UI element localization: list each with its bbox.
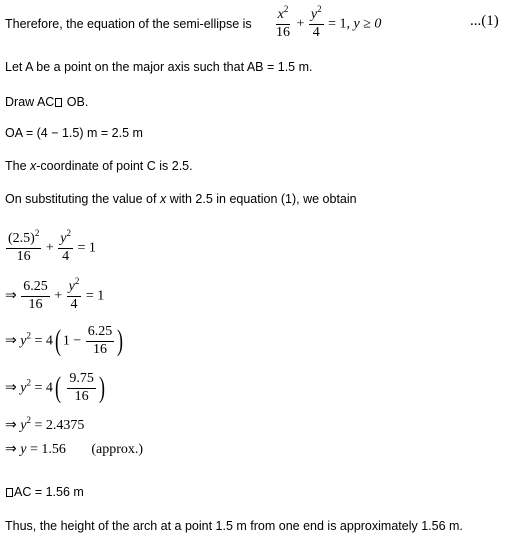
text-line-point-a: Let A be a point on the major axis such that AB = 1.5 m. — [5, 60, 313, 74]
therefore-symbol — [6, 488, 13, 497]
math-step-2: ⇒ $\frac{6.25}{16}$ + $\frac{y^2}{4}$ = 1 — [5, 276, 105, 312]
fraction-x2-16: $\frac{x^2}{16}$ — [276, 4, 290, 40]
text-line-substitution: On substituting the value of x with 2.5 in equation (1), we obtain — [5, 192, 357, 206]
text-line-x-coordinate: The x-coordinate of point C is 2.5. — [5, 159, 193, 173]
text-line-oa: OA = (4 − 1.5) m = 2.5 m — [5, 126, 143, 140]
semi-ellipse-intro — [5, 17, 252, 31]
equation-number: ...(1) — [470, 13, 499, 29]
text-line-draw: Draw AC OB. — [5, 95, 89, 109]
math-step-3: ⇒ $y^2 = 4$( 1 − $\frac{6.25}{16}$ ) — [5, 324, 124, 358]
condition: y ≥ 0 — [353, 16, 382, 32]
fraction-y2-4: $\frac{y^2}{4}$ — [310, 4, 322, 40]
math-step-4: ⇒ $y^2 = 4$( $\frac{9.75}{16}$ ) — [5, 371, 105, 405]
text-line-conclusion: Thus, the height of the arch at a point 1.5 m from one end is approximately 1.56 m. — [5, 519, 463, 533]
text-line-ac-result: AC = 1.56 m — [5, 485, 84, 499]
perpendicular-symbol — [55, 98, 62, 107]
math-step-6: ⇒ y = 1.56 (approx.) — [5, 442, 144, 457]
intro-text: Therefore, the equation of the semi-ellipse is — [5, 17, 252, 31]
semi-ellipse-equation: $\frac{x^2}{16}$ + $\frac{y^2}{4}$ = 1, y ≥ 0 — [276, 4, 382, 40]
math-step-5: ⇒ $y^2 = 2.4375$ — [5, 415, 85, 433]
math-step-1: $\frac{(2.5)^2}{16}$ + $\frac{y^2}{4}$ = 1 — [8, 228, 96, 264]
